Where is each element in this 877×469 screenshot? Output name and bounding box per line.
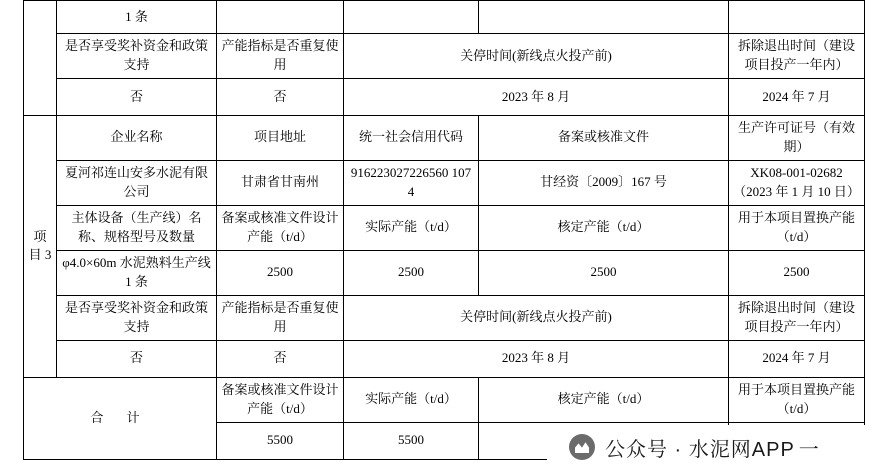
table-row — [24, 377, 865, 422]
cell-approval-doc-label: 备案或核准文件 — [479, 116, 729, 161]
cell-replacement-capacity-label: 用于本项目置换产能（t/d） — [729, 205, 865, 250]
cell-company-name-value: 夏河祁连山安多水泥有限公司 — [57, 160, 217, 205]
cell-replacement-capacity-value: 2500 — [729, 250, 865, 295]
cell-total-design-capacity-label: 备案或核准文件设计产能（t/d） — [217, 377, 344, 422]
cell-equipment-count: 1 条 — [57, 1, 217, 34]
cell-total-replacement-capacity-label: 用于本项目置换产能（t/d） — [729, 377, 865, 422]
table-row — [24, 160, 865, 205]
cell-demolition-time-value: 2024 年 7 月 — [729, 79, 865, 116]
mountain-logo-icon — [569, 434, 595, 460]
cell-company-name-label: 企业名称 — [57, 116, 217, 161]
cell-shutdown-time-value-2: 2023 年 8 月 — [344, 340, 729, 377]
cell-approval-doc-value: 甘经资〔2009〕167 号 — [479, 160, 729, 205]
cell-reuse-value: 否 — [217, 79, 344, 116]
table-row — [24, 79, 865, 116]
table-row — [24, 34, 865, 79]
capacity-replacement-table — [23, 0, 865, 460]
cell-r1-c2 — [217, 1, 344, 34]
cell-project-address-value: 甘肃省甘南州 — [217, 160, 344, 205]
license-validity: （2023 年 1 月 10 日） — [733, 183, 860, 199]
cell-actual-capacity-label: 实际产能（t/d） — [344, 205, 479, 250]
table-row — [24, 295, 865, 340]
cell-subsidy-value: 否 — [57, 79, 217, 116]
row-header-project-index: 项目 3 — [24, 116, 57, 378]
cell-license-value — [729, 160, 865, 205]
table-row — [24, 116, 865, 161]
license-number: XK08-001-02682 — [750, 164, 843, 180]
cell-credit-code-label: 统一社会信用代码 — [344, 116, 479, 161]
cell-total-design-capacity-value: 5500 — [217, 422, 344, 459]
cell-license-label: 生产许可证号（有效期） — [729, 116, 865, 161]
cell-subsidy-value-2: 否 — [57, 340, 217, 377]
cell-shutdown-time-value: 2023 年 8 月 — [344, 79, 729, 116]
account-tail: 一 — [798, 438, 819, 461]
cell-shutdown-time-label: 关停时间(新线点火投产前) — [344, 34, 729, 79]
total-label-text: 合 计 — [90, 409, 150, 425]
table-row — [24, 205, 865, 250]
cell-shutdown-time-label-2: 关停时间(新线点火投产前) — [344, 295, 729, 340]
cell-total-actual-capacity-value: 5500 — [344, 422, 479, 459]
cell-total-label — [24, 377, 217, 459]
cell-total-actual-capacity-label: 实际产能（t/d） — [344, 377, 479, 422]
cell-reuse-value-2: 否 — [217, 340, 344, 377]
table-row — [24, 250, 865, 295]
cell-actual-capacity-value: 2500 — [344, 250, 479, 295]
cell-credit-code-value: 916223027226560 1074 — [344, 160, 479, 205]
cell-demolition-time-label-2: 拆除退出时间（建设项目投产一年内） — [729, 295, 865, 340]
cell-reuse-label-2: 产能指标是否重复使用 — [217, 295, 344, 340]
cell-approved-capacity-value: 2500 — [479, 250, 729, 295]
cell-reuse-label: 产能指标是否重复使用 — [217, 34, 344, 79]
cell-demolition-time-value-2: 2024 年 7 月 — [729, 340, 865, 377]
cell-demolition-time-label: 拆除退出时间（建设项目投产一年内） — [729, 34, 865, 79]
cell-subsidy-label-2: 是否享受奖补资金和政策支持 — [57, 295, 217, 340]
cell-r1-c4 — [479, 1, 729, 34]
cell-equipment-label: 主体设备（生产线）名称、规格型号及数量 — [57, 205, 217, 250]
cell-design-capacity-label: 备案或核准文件设计产能（t/d） — [217, 205, 344, 250]
cell-r1-c3 — [344, 1, 479, 34]
cell-r1-c5 — [729, 1, 865, 34]
cell-equipment-value: φ4.0×60m 水泥熟料生产线 1 条 — [57, 250, 217, 295]
cell-approved-capacity-label: 核定产能（t/d） — [479, 205, 729, 250]
cell-design-capacity-value: 2500 — [217, 250, 344, 295]
cell-total-approved-capacity-label: 核定产能（t/d） — [479, 377, 729, 422]
table-row — [24, 1, 865, 34]
wechat-account-overlay[interactable] — [547, 425, 877, 469]
cell-project-address-label: 项目地址 — [217, 116, 344, 161]
cell-subsidy-label: 是否享受奖补资金和政策支持 — [57, 34, 217, 79]
account-name: 公众号 · 水泥网APP — [605, 438, 795, 461]
table-row — [24, 340, 865, 377]
row-group-spacer-top — [24, 1, 57, 116]
